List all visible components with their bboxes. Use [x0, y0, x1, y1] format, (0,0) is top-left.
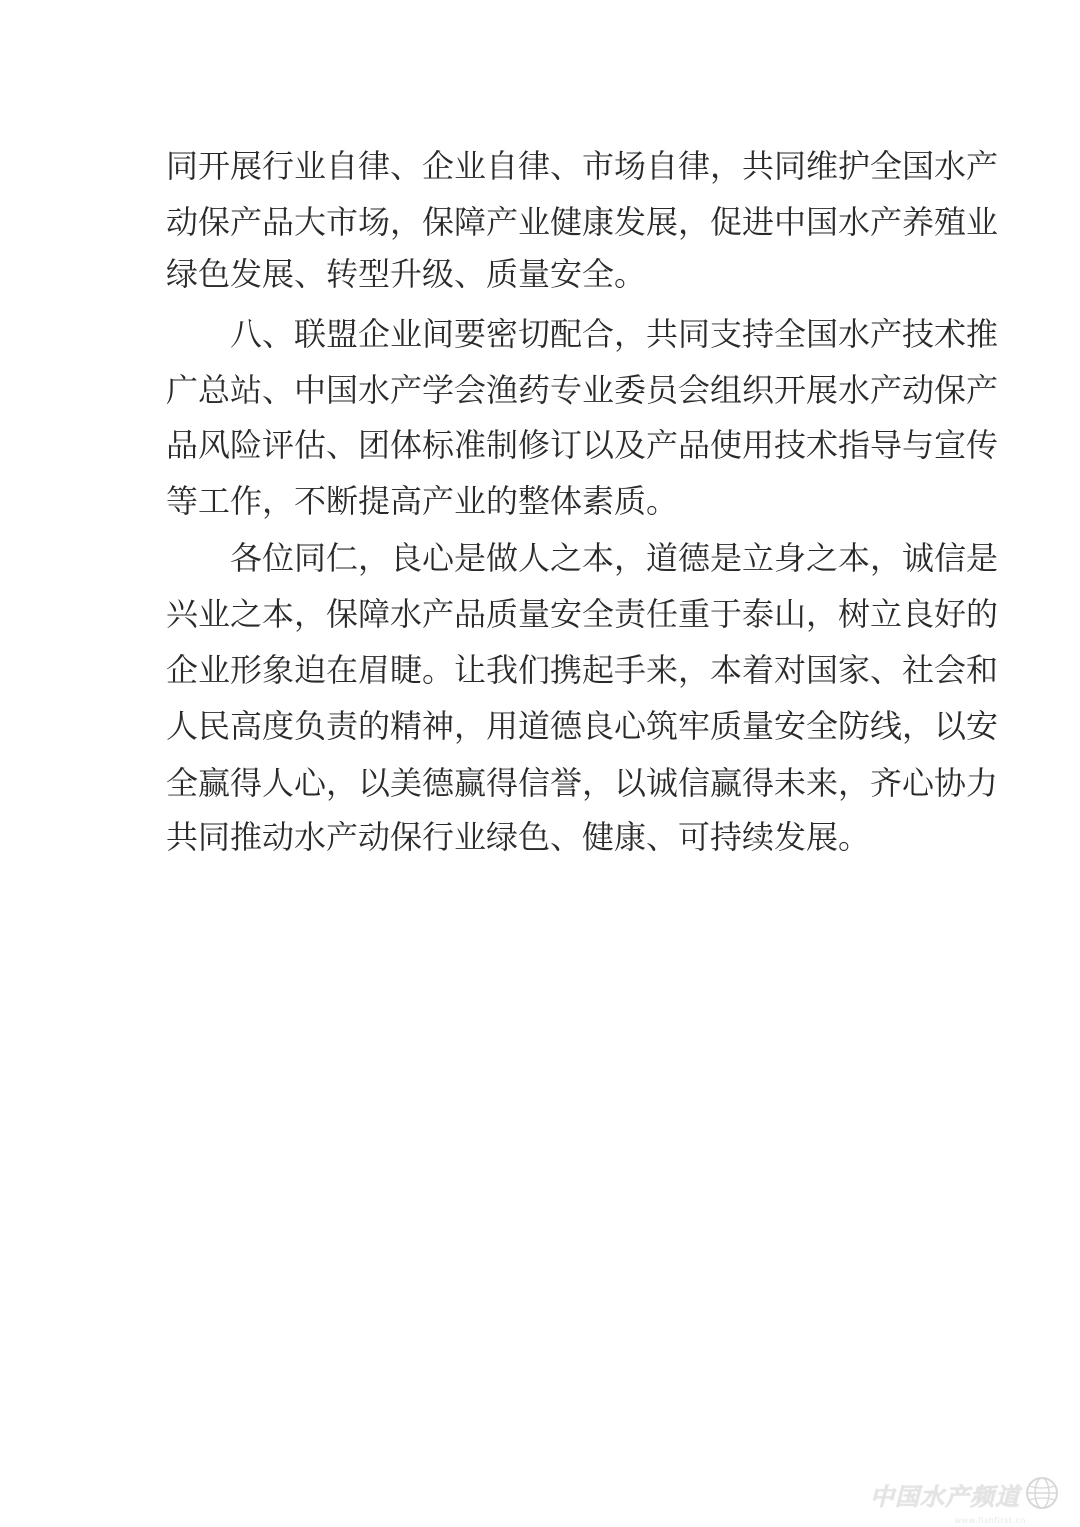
- text-line: 全赢得人心，以美德赢得信誉，以诚信赢得未来，齐心协力: [166, 764, 999, 802]
- text-line: 等工作，不断提高产业的整体素质。: [166, 482, 679, 520]
- watermark: [870, 1471, 1060, 1511]
- text-line: 企业形象迫在眉睫。让我们携起手来，本着对国家、社会和: [166, 651, 999, 689]
- text-line: 八、联盟企业间要密切配合，共同支持全国水产技术推: [230, 315, 999, 353]
- text-line: 共同推动水产动保行业绿色、健康、可持续发展。: [166, 818, 871, 856]
- globe-logo-icon: [1024, 1475, 1060, 1511]
- text-line: 人民高度负责的精神，用道德良心筑牢质量安全防线，以安: [166, 707, 999, 745]
- text-line: 绿色发展、转型升级、质量安全。: [166, 255, 647, 293]
- text-line: 品风险评估、团体标准制修订以及产品使用技术指导与宣传: [166, 426, 999, 464]
- watermark-text: 中国水产频道: [870, 1483, 1020, 1511]
- text-line: 兴业之本，保障水产品质量安全责任重于泰山，树立良好的: [166, 595, 999, 633]
- text-line: 广总站、中国水产学会渔药专业委员会组织开展水产动保产: [166, 371, 999, 409]
- watermark-url: www.fishfirst.cn: [954, 1516, 1026, 1525]
- text-line: 动保产品大市场，保障产业健康发展，促进中国水产养殖业: [166, 203, 999, 241]
- text-line: 同开展行业自律、企业自律、市场自律，共同维护全国水产: [166, 147, 999, 185]
- text-line: 各位同仁，良心是做人之本，道德是立身之本，诚信是: [230, 539, 999, 577]
